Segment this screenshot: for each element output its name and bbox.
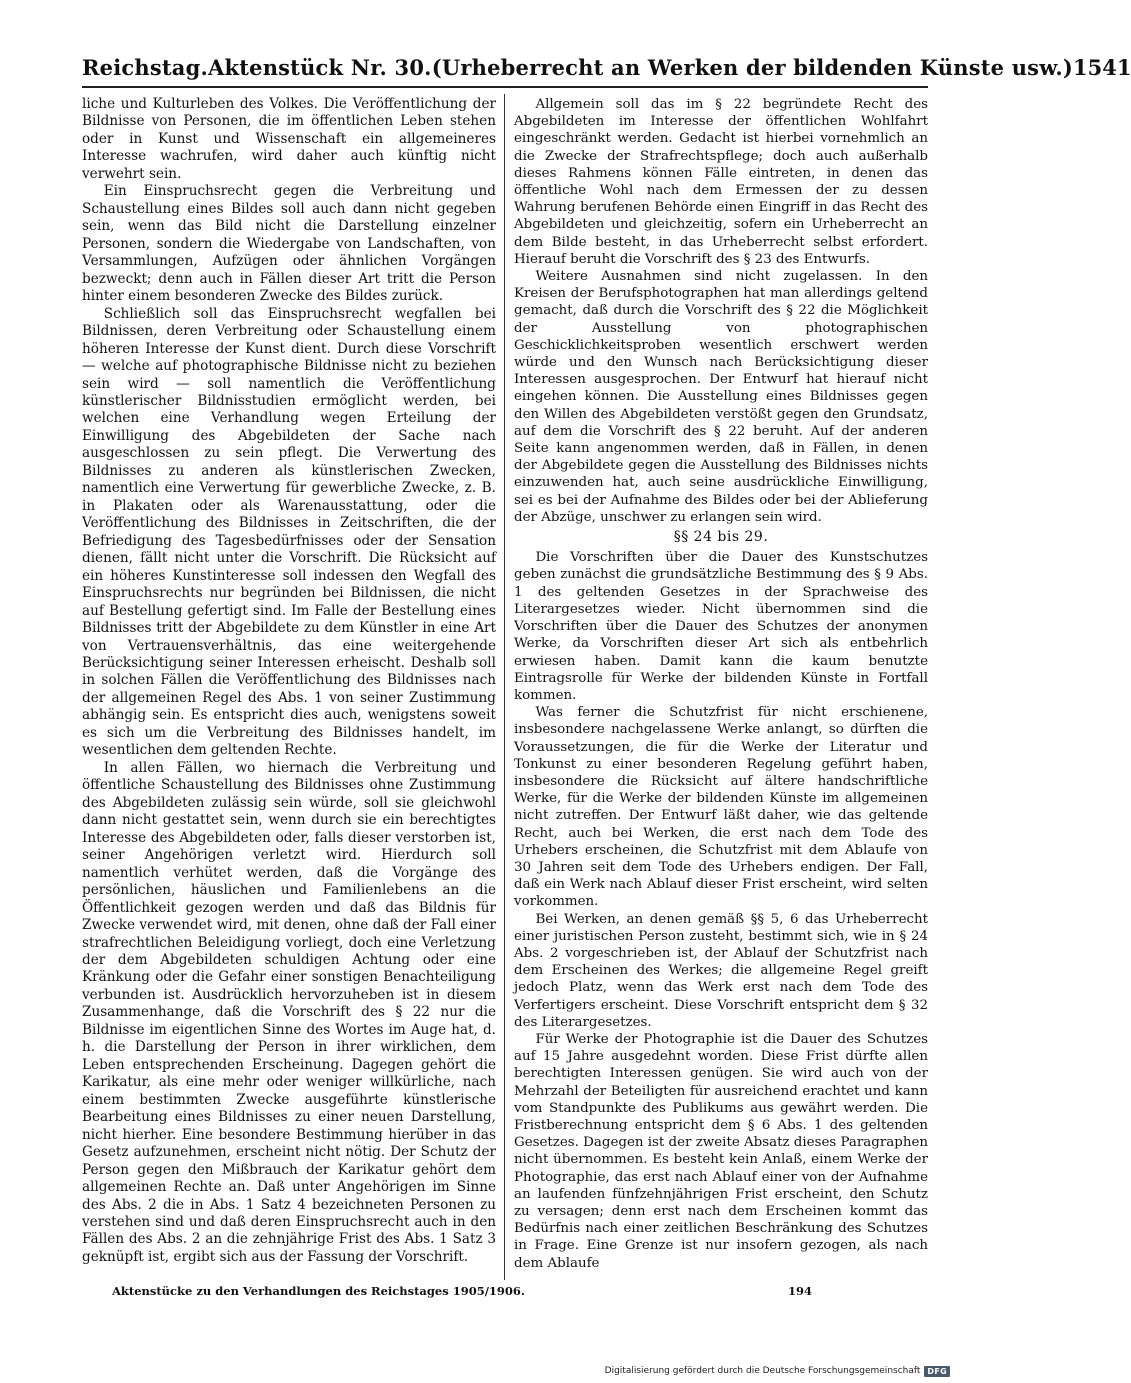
header-rule [82,86,928,88]
right-column [514,96,928,1278]
paragraph: Allgemein soll das im § 22 begründete Recht des Abgebildeten im Interesse der öffentlichen Wohlfahrt eingeschränkt werden. Gedacht ist hierbei vornehmlich an die Zwecke der Strafrechtspflege; doch auch außerhalb dieses Rahmens können Fälle eintreten, in denen das öffentliche Wohl nach dem Ermessen der zu dessen Wahrung berufenen Behörde einen Eingriff in das Recht des Abgebildeten und gleichzeitig, sofern ein Urheberrecht an dem Bilde besteht, in das Urheberrecht selbst erfordert. Hierauf beruht die Vorschrift des § 23 des Entwurfs. [514,97,928,267]
paragraph: Was ferner die Schutzfrist für nicht erschienene, insbesondere nachgelassene Werke anlangt, so dürften die Voraussetzungen, die für die Werke der Literatur und Tonkunst zu einer besonderen Regelung geführt haben, insbesondere die Rücksicht auf ältere handschriftliche Werke, für die Werke der bildenden Künste im allgemeinen nicht zutreffen. Der Entwurf läßt daher, wie das geltende Recht, auch bei Werken, die erst nach dem Tode des Urhebers erscheinen, die Schutzfrist mit dem Ablaufe von 30 Jahren seit dem Tode des Urhebers endigen. Der Fall, daß ein Werk nach Ablauf dieser Frist erscheint, wird selten vorkommen. [514,705,928,910]
paragraph: In allen Fällen, wo hiernach die Verbreitung und öffentliche Schaustellung des Bildnisses ohne Zustimmung des Abgebildeten zulässig sein würde, soll sie gleichwohl dann nicht gestattet sein, wenn durch sie ein berechtigtes Interesse des Abgebildeten oder, falls dieser verstorben ist, seiner Angehörigen verletzt wird. Hierdurch soll namentlich verhütet werden, daß die Vorgänge des persönlichen, häuslichen und Familienlebens an die Öffentlichkeit gezogen werden und daß das Bildnis für Zwecke verwendet wird, mit denen, ohne daß der Fall einer strafrechtlichen Beleidigung vorliegt, doch eine Verletzung der dem Abgebildeten schuldigen Achtung oder eine Kränkung oder die Gefahr einer sonstigen Benachteiligung verbunden ist. Ausdrücklich hervorzuheben ist in diesem Zusammenhange, daß die Vorschrift des § 22 nur die Bildnisse im eigentlichen Sinne des Wortes im Auge hat, d. h. die Darstellung der Person in ihrer wirklichen, dem Leben entsprechenden Erscheinung. Dagegen gehört die Karikatur, als eine mehr oder weniger willkürliche, nach einem bestimmten Zwecke ausgeführte künstlerische Bearbeitung eines Bildnisses zu einer neuen Darstellung, nicht hierher. Eine besondere Bestimmung hierüber in das Gesetz aufzunehmen, erscheint nicht nötig. Der Schutz der Person gegen den Mißbrauch der Karikatur gehört dem allgemeinen Rechte an. Daß unter Angehörigen im Sinne des Abs. 2 die in Abs. 1 Satz 4 bezeichneten Personen zu verstehen sind und daß deren Einspruchsrecht auch in den Fällen des Abs. 2 an die zehnjährige Frist des Abs. 1 Satz 3 geknüpft ist, ergibt sich aus der Fassung der Vorschrift. [82,759,496,1265]
paragraph: Bei Werken, an denen gemäß §§ 5, 6 das Urheberrecht einer juristischen Person zusteht, bestimmt sich, wie in § 24 Abs. 2 vorgeschrieben ist, der Ablauf der Schutzfrist nach dem Erscheinen des Werkes; die allgemeine Regel greift jedoch Platz, wenn das Werk erst nach dem Tode des Verfertigers erscheint. Diese Vorschrift entspricht dem § 32 des Literargesetzes. [514,911,928,1030]
paragraph: Für Werke der Photographie ist die Dauer des Schutzes auf 15 Jahre ausgedehnt worden. Diese Frist dürfte allen berechtigten Interessen genügen. Sie wird auch von der Mehrzahl der Beteiligten für ausreichend erachtet und kann vom Standpunkte des Publikums aus gewährt werden. Die Fristberechnung entspricht dem § 6 Abs. 1 des geltenden Gesetzes. Dagegen ist der zweite Absatz dieses Paragraphen nicht übernommen. Es besteht kein Anlaß, einem Werke der Photographie, das erst nach Ablauf einer von der Aufnahme an laufenden fünfzehnjährigen Frist erscheint, den Schutz zu versagen; denn erst nach dem Erscheinen kommt das Bedürfnis nach einer zeitlichen Beschränkung des Schutzes in Frage. Eine Grenze ist nur insofern gezogen, als nach dem Ablaufe [514,1031,928,1271]
left-column [82,96,496,1278]
digitization-credit [605,1364,950,1378]
paragraph: Weitere Ausnahmen sind nicht zugelassen. In den Kreisen der Berufsphotographen hat man allerdings geltend gemacht, daß durch die Vorschrift des § 22 die Möglichkeit der Ausstellung von photographischen Geschicklichkeitsproben wesentlich erschwert werden würde und den Wunsch nach Berücksichtigung dieser Interessen ausgesprochen. Der Entwurf hat hierauf nicht eingehen können. Die Ausstellung eines Bildnisses gegen den Willen des Abgebildeten verstößt gegen den Grundsatz, auf dem die Vorschrift des § 22 beruht. Auf der anderen Seite kann angenommen werden, daß in Fällen, in denen der Abgebildete gegen die Ausstellung des Bildnisses nichts einzuwenden hat, auch seine ausdrückliche Einwilligung, sei es bei der Aufnahme des Bildes oder bei der Ablieferung der Abzüge, unschwer zu erlangen sein wird. [514,269,928,525]
paragraph: liche und Kulturleben des Volkes. Die Veröffentlichung der Bildnisse von Personen, die im öffentlichen Leben stehen oder in Kunst und Wissenschaft ein allgemeineres Interesse wachrufen, wird daher auch künftig nicht verwehrt sein. [82,96,496,182]
column-divider [504,94,505,1280]
header-title: (Urheberrecht an Werken der bildenden Künste usw.) [431,55,1074,80]
paragraph: Ein Einspruchsrecht gegen die Verbreitung und Schaustellung eines Bildes soll auch dann nicht gegeben sein, wenn das Bild nicht die Darstellung einzelner Personen, sondern die Wiedergabe von Landschaften, von Versammlungen, Aufzügen oder ähnlichen Vorgängen bezweckt; denn auch in Fällen dieser Art tritt die Person hinter einem besonderen Zwecke des Bildes zurück. [82,183,496,305]
running-header [82,46,1131,80]
section-heading: §§ 24 bis 29. [673,529,769,546]
header-document-number: Aktenstück Nr. 30. [207,55,432,80]
paragraph: Schließlich soll das Einspruchsrecht wegfallen bei Bildnissen, deren Verbreitung oder Schaustellung einem höheren Interesse der Kunst dient. Durch diese Vorschrift — welche auf photographische Bildnisse nicht zu beziehen sein wird — soll namentlich die Veröffentlichung künstlerischer Bildnisstudien ermöglicht werden, bei welchen eine Verhandlung wegen Erteilung der Einwilligung des Abgebildeten der Sache nach ausgeschlossen zu sein pflegt. Die Verwertung des Bildnisses zu anderen als künstlerischen Zwecken, namentlich eine Verwertung für gewerbliche Zwecke, z. B. in Plakaten oder als Warenausstattung, oder die Veröffentlichung des Bildnisses in Zeitschriften, die der Befriedigung des Tagesbedürfnisses oder der Sensation dienen, fällt nicht unter die Vorschrift. Die Rücksicht auf ein höheres Kunstinteresse soll indessen den Wegfall des Einspruchsrechts nur begründen bei Bildnissen, die nicht auf Bestellung gefertigt sind. Im Falle der Bestellung eines Bildnisses tritt der Abgebildete zu dem Künstler in eine Art von Vertrauensverhältnis, das eine weitergehende Berücksichtigung seiner Interessen erheischt. Deshalb soll in solchen Fällen die Veröffentlichung des Bildnisses nach der allgemeinen Regel des Abs. 1 von seiner Zustimmung abhängig sein. Es entspricht dies auch, wenigstens soweit es sich um die Verbreitung des Bildnisses handelt, im wesentlichen dem geltenden Rechte. [82,305,496,759]
credit-text: Digitalisierung gefördert durch die Deutsche Forschungsgemeinschaft [604,1366,921,1376]
footer-signature-number: 194 [788,1284,813,1298]
page-number: 1541 [1073,55,1131,80]
header-left: Reichstag. [82,55,208,80]
footer-publication: Aktenstücke zu den Verhandlungen des Reichstages 1905/1906. [112,1284,525,1298]
paragraph: Die Vorschriften über die Dauer des Kunstschutzes geben zunächst die grundsätzliche Bestimmung des § 9 Abs. 1 des geltenden Gesetzes in der Sprachweise des Literargesetzes wieder. Nicht übernommen sind die Vorschriften über die Dauer des Schutzes der anonymen Werke, da Vorschriften dieser Art sich als entbehrlich erwiesen haben. Damit kann die kaum benutzte Eintragsrolle für Werke der bildenden Künste in Fortfall kommen. [514,550,928,703]
dfg-logo-icon: DFG [924,1366,950,1377]
